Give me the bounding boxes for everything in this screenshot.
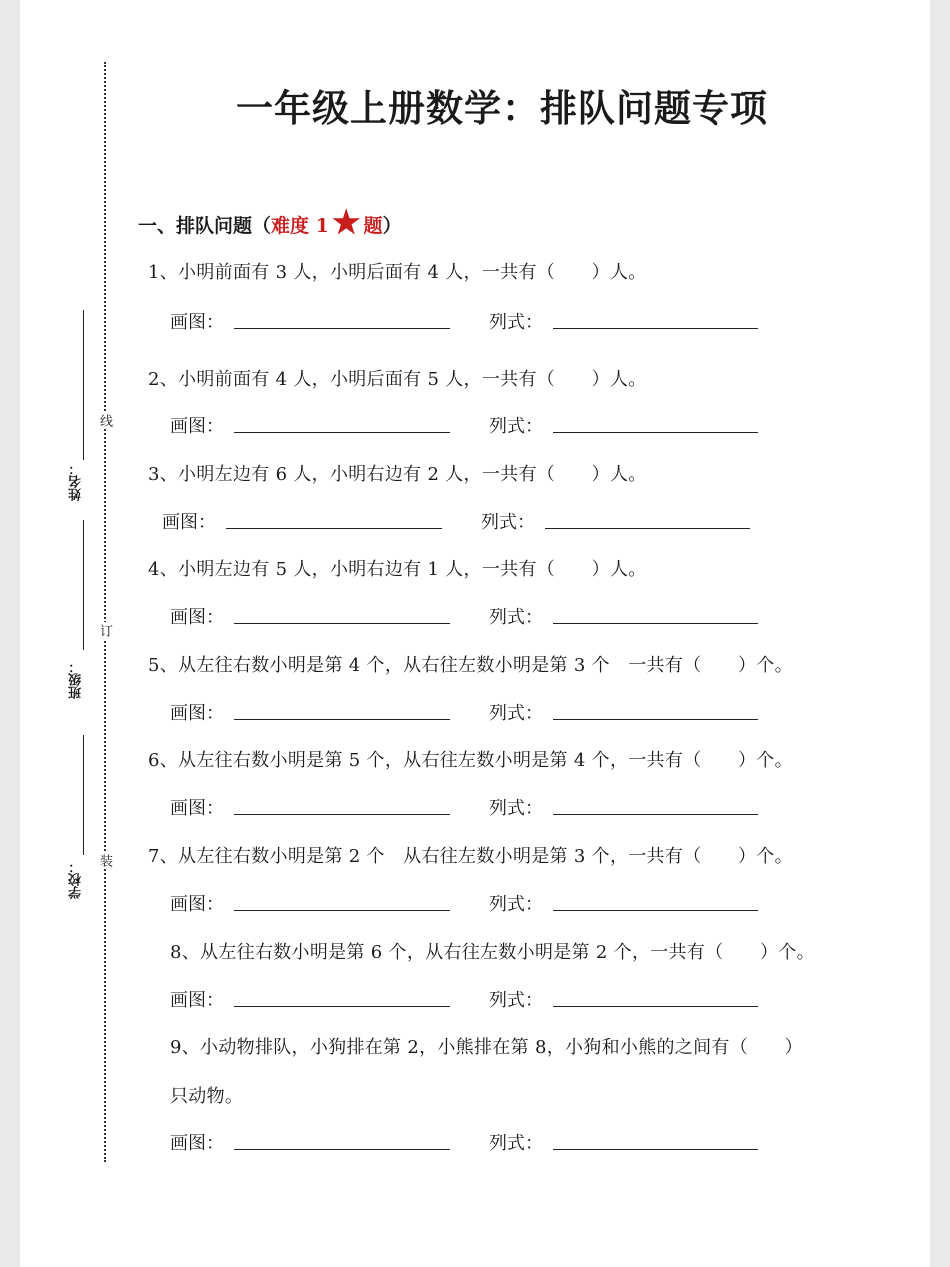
draw-blank-9[interactable] [234,1149,450,1150]
formula-label-1: 列式： [489,312,543,333]
formula-blank-5[interactable] [553,719,758,720]
draw-label-9: 画图： [170,1133,224,1154]
draw-label-6: 画图： [170,798,224,819]
class-label: 班级： [69,660,84,699]
binding-xian-mark: 线 [97,414,112,427]
question-4: 4、小明左边有 5 人，小明右边有 1 人，一共有（ ）人。 [148,559,647,580]
draw-blank-4[interactable] [234,623,450,624]
draw-label-8: 画图： [170,990,224,1011]
formula-blank-6[interactable] [553,814,758,815]
section-suffix: ） [382,214,402,237]
binding-zhuang-mark: 装 [97,854,112,867]
draw-blank-6[interactable] [234,814,450,815]
question-1: 1、小明前面有 3 人，小明后面有 4 人，一共有（ ）人。 [148,262,647,283]
binding-dotted-line [104,62,106,1162]
formula-blank-9[interactable] [553,1149,758,1150]
question-6: 6、从左往右数小明是第 5 个，从右往左数小明是第 4 个，一共有（ ）个。 [148,750,793,771]
formula-label-4: 列式： [489,607,543,628]
page-title: 一年级上册数学：排队问题专项 [236,87,768,130]
formula-blank-8[interactable] [553,1006,758,1007]
formula-label-8: 列式： [489,990,543,1011]
worksheet-page [20,0,930,1267]
question-8: 8、从左往右数小明是第 6 个，从右往左数小明是第 2 个，一共有（ ）个。 [170,942,815,963]
formula-label-2: 列式： [489,416,543,437]
formula-label-5: 列式： [489,703,543,724]
question-9: 9、小动物排队，小狗排在第 2，小熊排在第 8，小狗和小熊的之间有（ ） [170,1037,803,1058]
draw-blank-1[interactable] [234,328,450,329]
formula-blank-2[interactable] [553,432,758,433]
draw-label-4: 画图： [170,607,224,628]
difficulty-label: 难度 1 [271,214,329,237]
draw-label-7: 画图： [170,894,224,915]
formula-label-3: 列式： [481,512,535,533]
star-icon: ★ [331,203,361,241]
formula-label-7: 列式： [489,894,543,915]
draw-blank-5[interactable] [234,719,450,720]
formula-blank-1[interactable] [553,328,758,329]
difficulty-suffix: 题 [363,214,383,237]
draw-label-3: 画图： [162,512,216,533]
formula-label-9: 列式： [489,1133,543,1154]
draw-blank-2[interactable] [234,432,450,433]
section-prefix: 一、排队问题（ [138,214,272,237]
formula-label-6: 列式： [489,798,543,819]
question-7: 7、从左往右数小明是第 2 个 从右往左数小明是第 3 个，一共有（ ）个。 [148,846,793,867]
name-underline [83,310,84,460]
draw-label-5: 画图： [170,703,224,724]
question-5: 5、从左往右数小明是第 4 个，从右往左数小明是第 3 个 一共有（ ）个。 [148,655,793,676]
draw-blank-8[interactable] [234,1006,450,1007]
class-underline [83,520,84,650]
question-9-continued: 只动物。 [170,1086,244,1107]
school-label: 学校： [69,860,84,899]
formula-blank-4[interactable] [553,623,758,624]
question-3: 3、小明左边有 6 人，小明右边有 2 人，一共有（ ）人。 [148,464,647,485]
formula-blank-7[interactable] [553,910,758,911]
draw-blank-7[interactable] [234,910,450,911]
draw-label-2: 画图： [170,416,224,437]
name-label: 姓名： [69,462,84,501]
school-underline [83,735,84,855]
section-heading [138,203,402,241]
binding-ding-mark: 订 [97,624,112,637]
draw-blank-3[interactable] [226,528,442,529]
question-2: 2、小明前面有 4 人，小明后面有 5 人，一共有（ ）人。 [148,369,647,390]
formula-blank-3[interactable] [545,528,750,529]
draw-label-1: 画图： [170,312,224,333]
